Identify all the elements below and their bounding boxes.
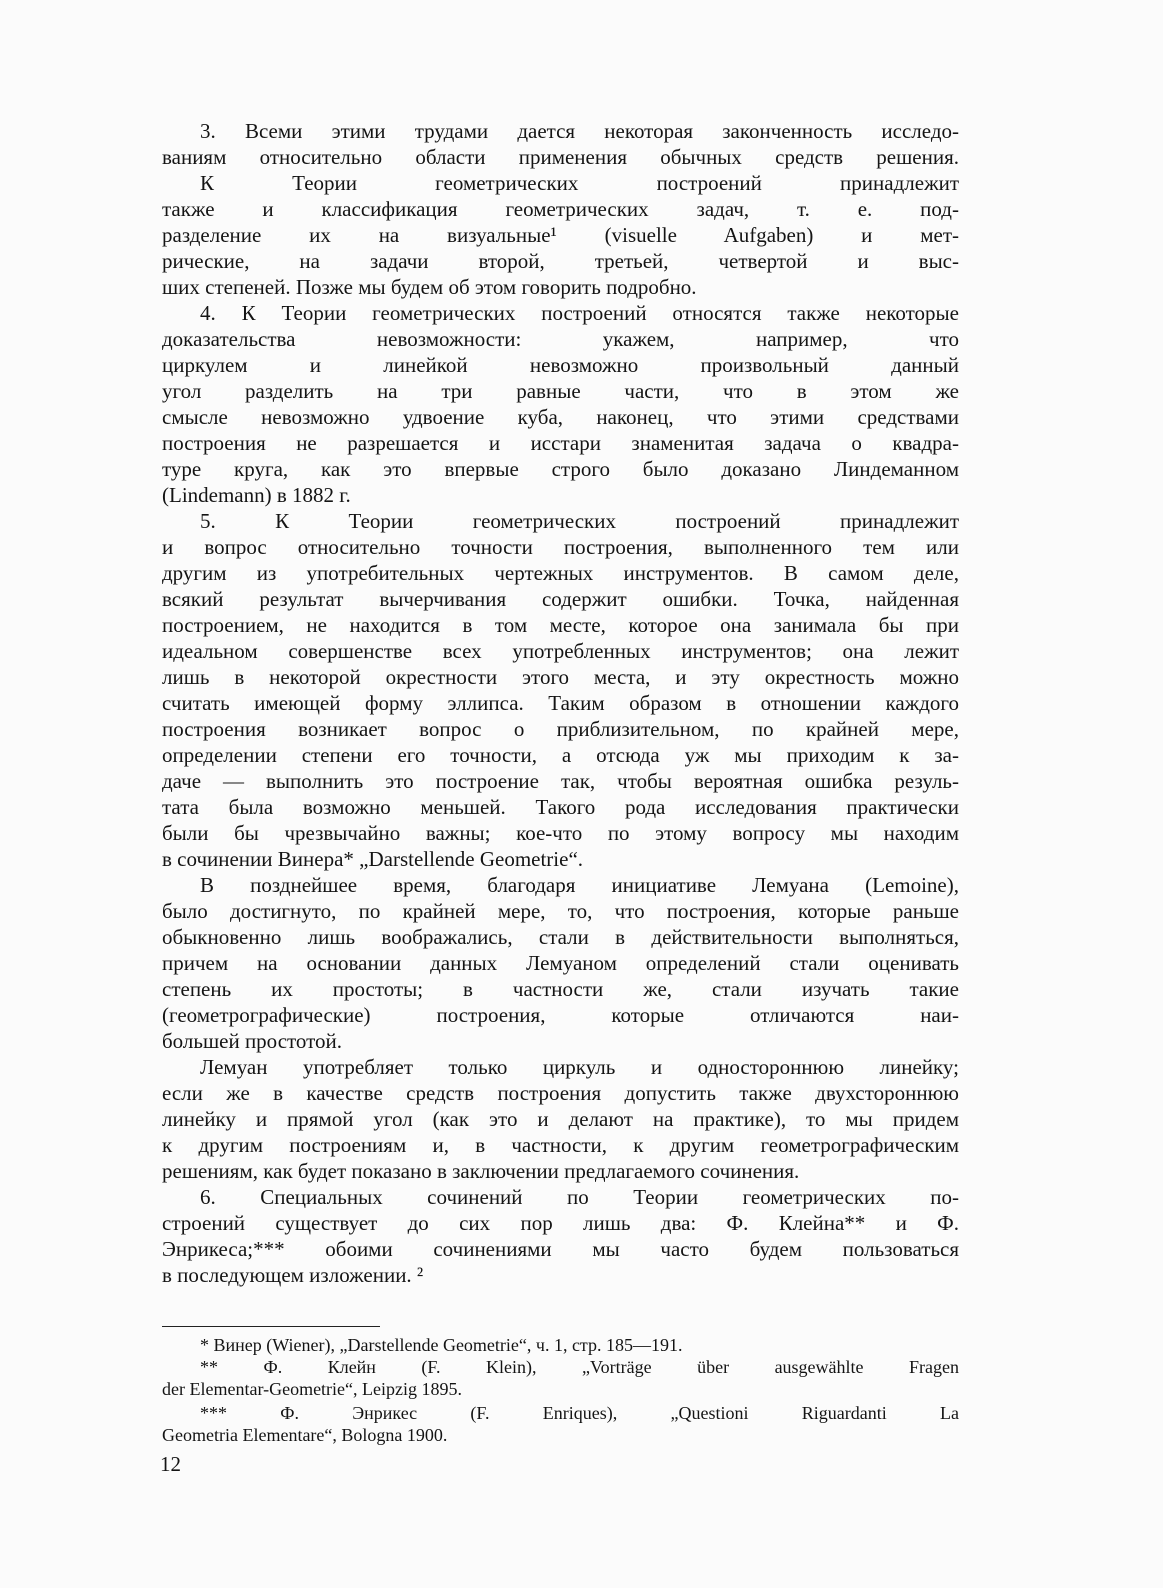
text-line: и вопрос относительно точности построения, выполненного тем или (162, 535, 959, 559)
text-line: даче — выполнить это построение так, чтобы вероятная ошибка резуль- (162, 769, 959, 793)
text-line: Лемуан употребляет только циркуль и одностороннюю линейку; (200, 1055, 959, 1079)
footnote-line: der Elementar-Geometrie“, Leipzig 1895. (162, 1379, 463, 1399)
text-line: всякий результат вычерчивания содержит ошибки. Точка, найденная (162, 587, 959, 611)
text-line: в сочинении Винера* „Darstellende Geometrie“. (162, 847, 584, 871)
text-line: К Теории геометрических построений принадлежит (200, 171, 959, 195)
text-line: к другим построениям и, в частности, к другим геометрографическим (162, 1133, 959, 1157)
text-line: были бы чрезвычайно важны; кое-что по этому вопросу мы находим (162, 821, 959, 845)
text-line: линейку и прямой угол (как это и делают на практике), то мы придем (162, 1107, 959, 1131)
text-line: 3. Всеми этими трудами дается некоторая законченность исследо- (200, 119, 959, 143)
footnote-line: Geometria Elementare“, Bologna 1900. (162, 1425, 448, 1445)
text-line: 6. Специальных сочинений по Теории геометрических по- (200, 1185, 959, 1209)
text-line: строений существует до сих пор лишь два: Ф. Клейна** и Ф. (162, 1211, 959, 1235)
footnote-line: *** Ф. Энрикес (F. Enriques), „Questioni Riguardanti La (200, 1403, 959, 1423)
footnote-line: * Винер (Wiener), „Darstellende Geometrie“, ч. 1, стр. 185—191. (200, 1335, 683, 1355)
text-line: 5. К Теории геометрических построений принадлежит (200, 509, 959, 533)
footnote-separator (162, 1326, 380, 1327)
text-line: разделение их на визуальные¹ (visuelle Aufgaben) и мет- (162, 223, 959, 247)
text-line: было достигнуто, по крайней мере, то, что построения, которые раньше (162, 899, 959, 923)
text-line: (геометрографические) построения, которые отличаются наи- (162, 1003, 959, 1027)
text-line: ших степеней. Позже мы будем об этом говорить подробно. (162, 275, 697, 299)
text-line: лишь в некоторой окрестности этого места, и эту окрестность можно (162, 665, 959, 689)
text-line: В позднейшее время, благодаря инициативе Лемуана (Lemoine), (200, 873, 959, 897)
text-line: (Lindemann) в 1882 г. (162, 483, 351, 507)
text-line: построения возникает вопрос о приблизительном, по крайней мере, (162, 717, 959, 741)
text-line: Энрикеса;*** обоими сочинениями мы часто будем пользоваться (162, 1237, 959, 1261)
text-line: построения не разрешается и исстари знаменитая задача о квадра- (162, 431, 959, 455)
text-line: другим из употребительных чертежных инструментов. В самом деле, (162, 561, 959, 585)
page-number: 12 (160, 1452, 181, 1476)
text-line: идеальном совершенстве всех употребленных инструментов; она лежит (162, 639, 959, 663)
text-line: определении степени его точности, а отсюда уж мы приходим к за- (162, 743, 959, 767)
text-line: причем на основании данных Лемуаном определений стали оценивать (162, 951, 959, 975)
text-line: тата была возможно меньшей. Такого рода исследования практически (162, 795, 959, 819)
text-line: также и классификация геометрических задач, т. е. под- (162, 197, 959, 221)
text-line: угол разделить на три равные части, что в этом же (162, 379, 959, 403)
text-line: смысле невозможно удвоение куба, наконец, что этими средствами (162, 405, 959, 429)
text-line: ваниям относительно области применения обычных средств решения. (162, 145, 959, 169)
text-line: рические, на задачи второй, третьей, четвертой и выс- (162, 249, 959, 273)
text-line: доказательства невозможности: укажем, например, что (162, 327, 959, 351)
text-line: решениям, как будет показано в заключении предлагаемого сочинения. (162, 1159, 800, 1183)
text-line: степень их простоты; в частности же, стали изучать такие (162, 977, 959, 1001)
text-line: туре круга, как это впервые строго было доказано Линдеманном (162, 457, 959, 481)
text-line: обыкновенно лишь воображались, стали в действительности выполняться, (162, 925, 959, 949)
text-line: считать имеющей форму эллипса. Таким образом в отношении каждого (162, 691, 959, 715)
text-line: циркулем и линейкой невозможно произвольный данный (162, 353, 959, 377)
text-line: 4. К Теории геометрических построений относятся также некоторые (200, 301, 959, 325)
text-line: в последующем изложении. ² (162, 1263, 424, 1287)
text-line: построением, не находится в том месте, которое она занимала бы при (162, 613, 959, 637)
footnote-line: ** Ф. Клейн (F. Klein), „Vorträge über ausgewählte Fragen (200, 1357, 959, 1377)
text-line: большей простотой. (162, 1029, 343, 1053)
text-line: если же в качестве средств построения допустить также двухстороннюю (162, 1081, 959, 1105)
